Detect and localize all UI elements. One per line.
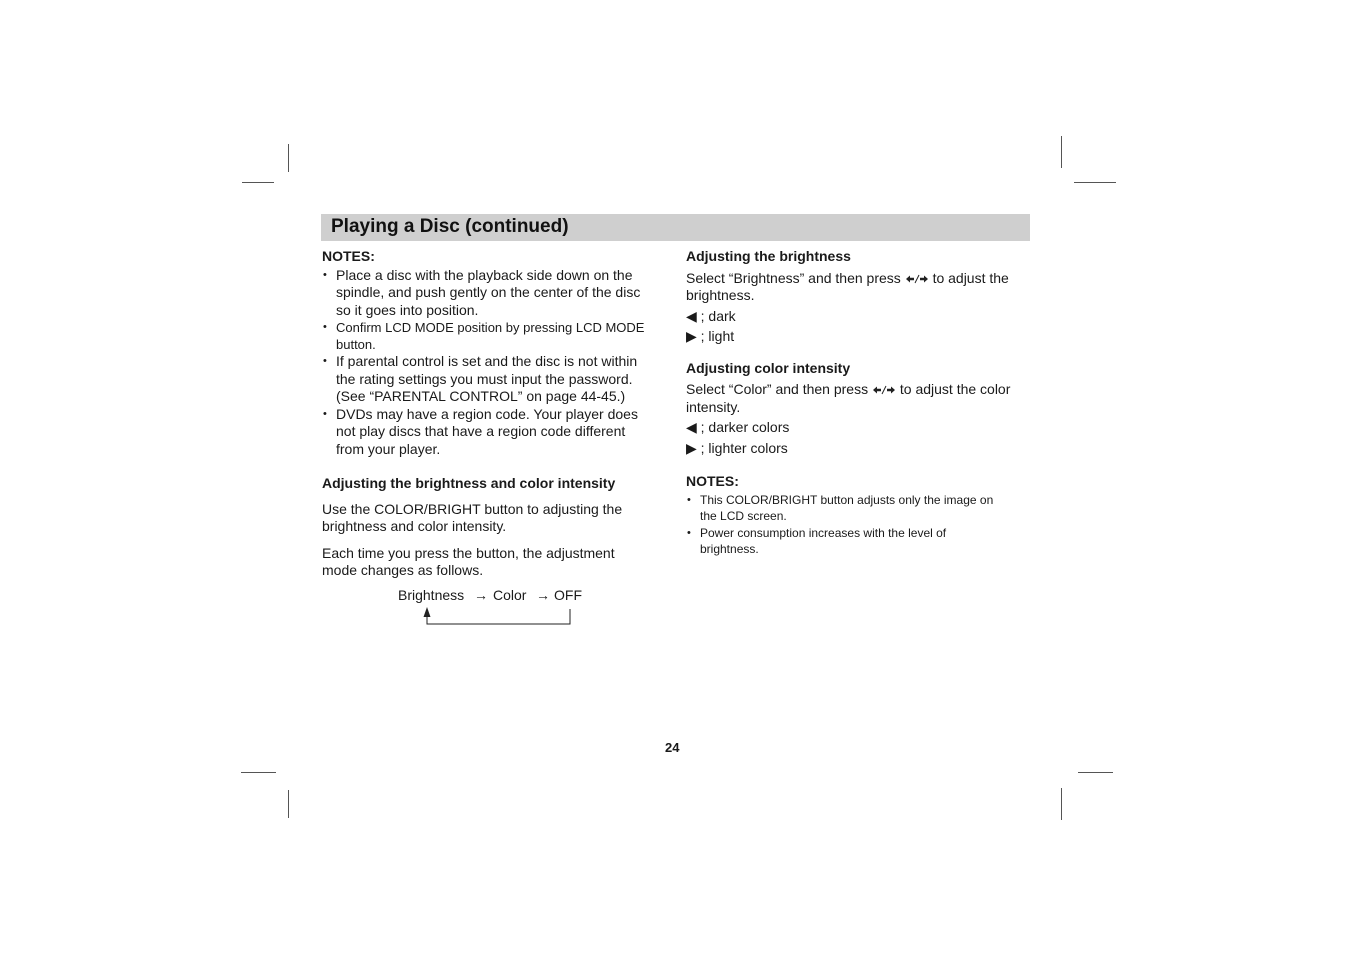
- brightness-instructions: [686, 270, 1026, 305]
- brightness-text: Select “Brightness” and then press: [686, 269, 901, 286]
- left-right-arrows-icon: [873, 385, 895, 395]
- page-title: Playing a Disc (continued): [331, 216, 569, 237]
- section-heading: Adjusting the brightness and color intensity: [322, 475, 616, 491]
- note-line: • If parental control is set and the disc is not within: [336, 353, 638, 369]
- left-column: [322, 248, 667, 580]
- note-item: [322, 353, 667, 406]
- flow-step-off: OFF: [554, 587, 582, 603]
- color-option: ▶ ; lighter colors: [686, 439, 788, 456]
- right-arrow-icon: →: [474, 587, 488, 603]
- note-line: • This COLOR/BRIGHT button adjusts only the image on: [700, 492, 994, 507]
- brightness-text: brightness.: [686, 287, 755, 303]
- paragraph-line: Use the COLOR/BRIGHT button to adjusting the: [322, 500, 623, 517]
- note-line: • Power consumption increases with the level of: [700, 525, 947, 540]
- note-item: [686, 492, 1026, 525]
- brightness-text: to adjust the: [932, 269, 1009, 286]
- crop-mark: [288, 790, 289, 818]
- note-item: [686, 525, 1026, 558]
- intro-paragraph: [322, 501, 667, 536]
- color-option: ◀ ; darker colors: [686, 419, 790, 435]
- brightness-line: [686, 270, 1026, 288]
- note-line: brightness.: [700, 542, 759, 556]
- page-number: 24: [665, 740, 680, 755]
- note-line: the LCD screen.: [700, 509, 787, 523]
- color-text: intensity.: [686, 398, 741, 415]
- crop-mark: [1061, 136, 1062, 168]
- note-line: from your player.: [336, 440, 441, 457]
- note-item: [322, 406, 667, 459]
- crop-mark: [1078, 772, 1113, 773]
- note-line: not play discs that have a region code different: [336, 423, 626, 439]
- color-line: [686, 381, 1026, 399]
- brightness-option: ▶ ; light: [686, 328, 735, 344]
- crop-mark: [1061, 788, 1062, 820]
- note-line: the rating settings you must input the password.: [336, 370, 633, 387]
- note-line: button.: [336, 337, 376, 352]
- section-title-bar: [321, 214, 1030, 241]
- note-line: • Place a disc with the playback side down on the: [336, 266, 633, 283]
- color-instructions: [686, 381, 1026, 416]
- flow-step-color: Color: [493, 587, 527, 603]
- left-right-arrows-icon: [906, 274, 928, 284]
- color-text: to adjust the color: [899, 381, 1011, 397]
- brightness-option: ◀ ; dark: [686, 307, 736, 324]
- right-column: [686, 248, 1026, 558]
- note-line: • Confirm LCD MODE position by pressing LCD MODE: [336, 320, 645, 335]
- note-item: [322, 267, 667, 320]
- notes-list: [686, 492, 1026, 558]
- notes-list: [322, 267, 667, 459]
- paragraph-line: mode changes as follows.: [322, 562, 484, 578]
- notes-heading: NOTES:: [686, 473, 739, 489]
- loop-back-arrow-icon: [398, 587, 598, 629]
- mode-cycle-diagram: [398, 587, 598, 629]
- flow-step-brightness: Brightness: [398, 587, 465, 603]
- crop-mark: [242, 182, 274, 183]
- mode-paragraph: [322, 545, 667, 580]
- color-heading: Adjusting color intensity: [686, 359, 851, 376]
- note-line: so it goes into position.: [336, 301, 479, 318]
- note-line: spindle, and push gently on the center of the disc: [336, 284, 641, 300]
- crop-mark: [288, 144, 289, 172]
- note-line: • DVDs may have a region code. Your player does: [336, 405, 638, 422]
- brightness-heading: Adjusting the brightness: [686, 248, 851, 264]
- paragraph-line: Each time you press the button, the adjustment: [322, 544, 615, 561]
- color-text: Select “Color” and then press: [686, 381, 869, 397]
- crop-mark: [241, 772, 276, 773]
- note-item: [322, 319, 667, 353]
- note-line: (See “PARENTAL CONTROL” on page 44-45.): [336, 388, 626, 404]
- right-arrow-icon: →: [536, 587, 550, 603]
- notes-heading: NOTES:: [322, 248, 375, 264]
- paragraph-line: brightness and color intensity.: [322, 518, 507, 534]
- crop-mark: [1074, 182, 1116, 183]
